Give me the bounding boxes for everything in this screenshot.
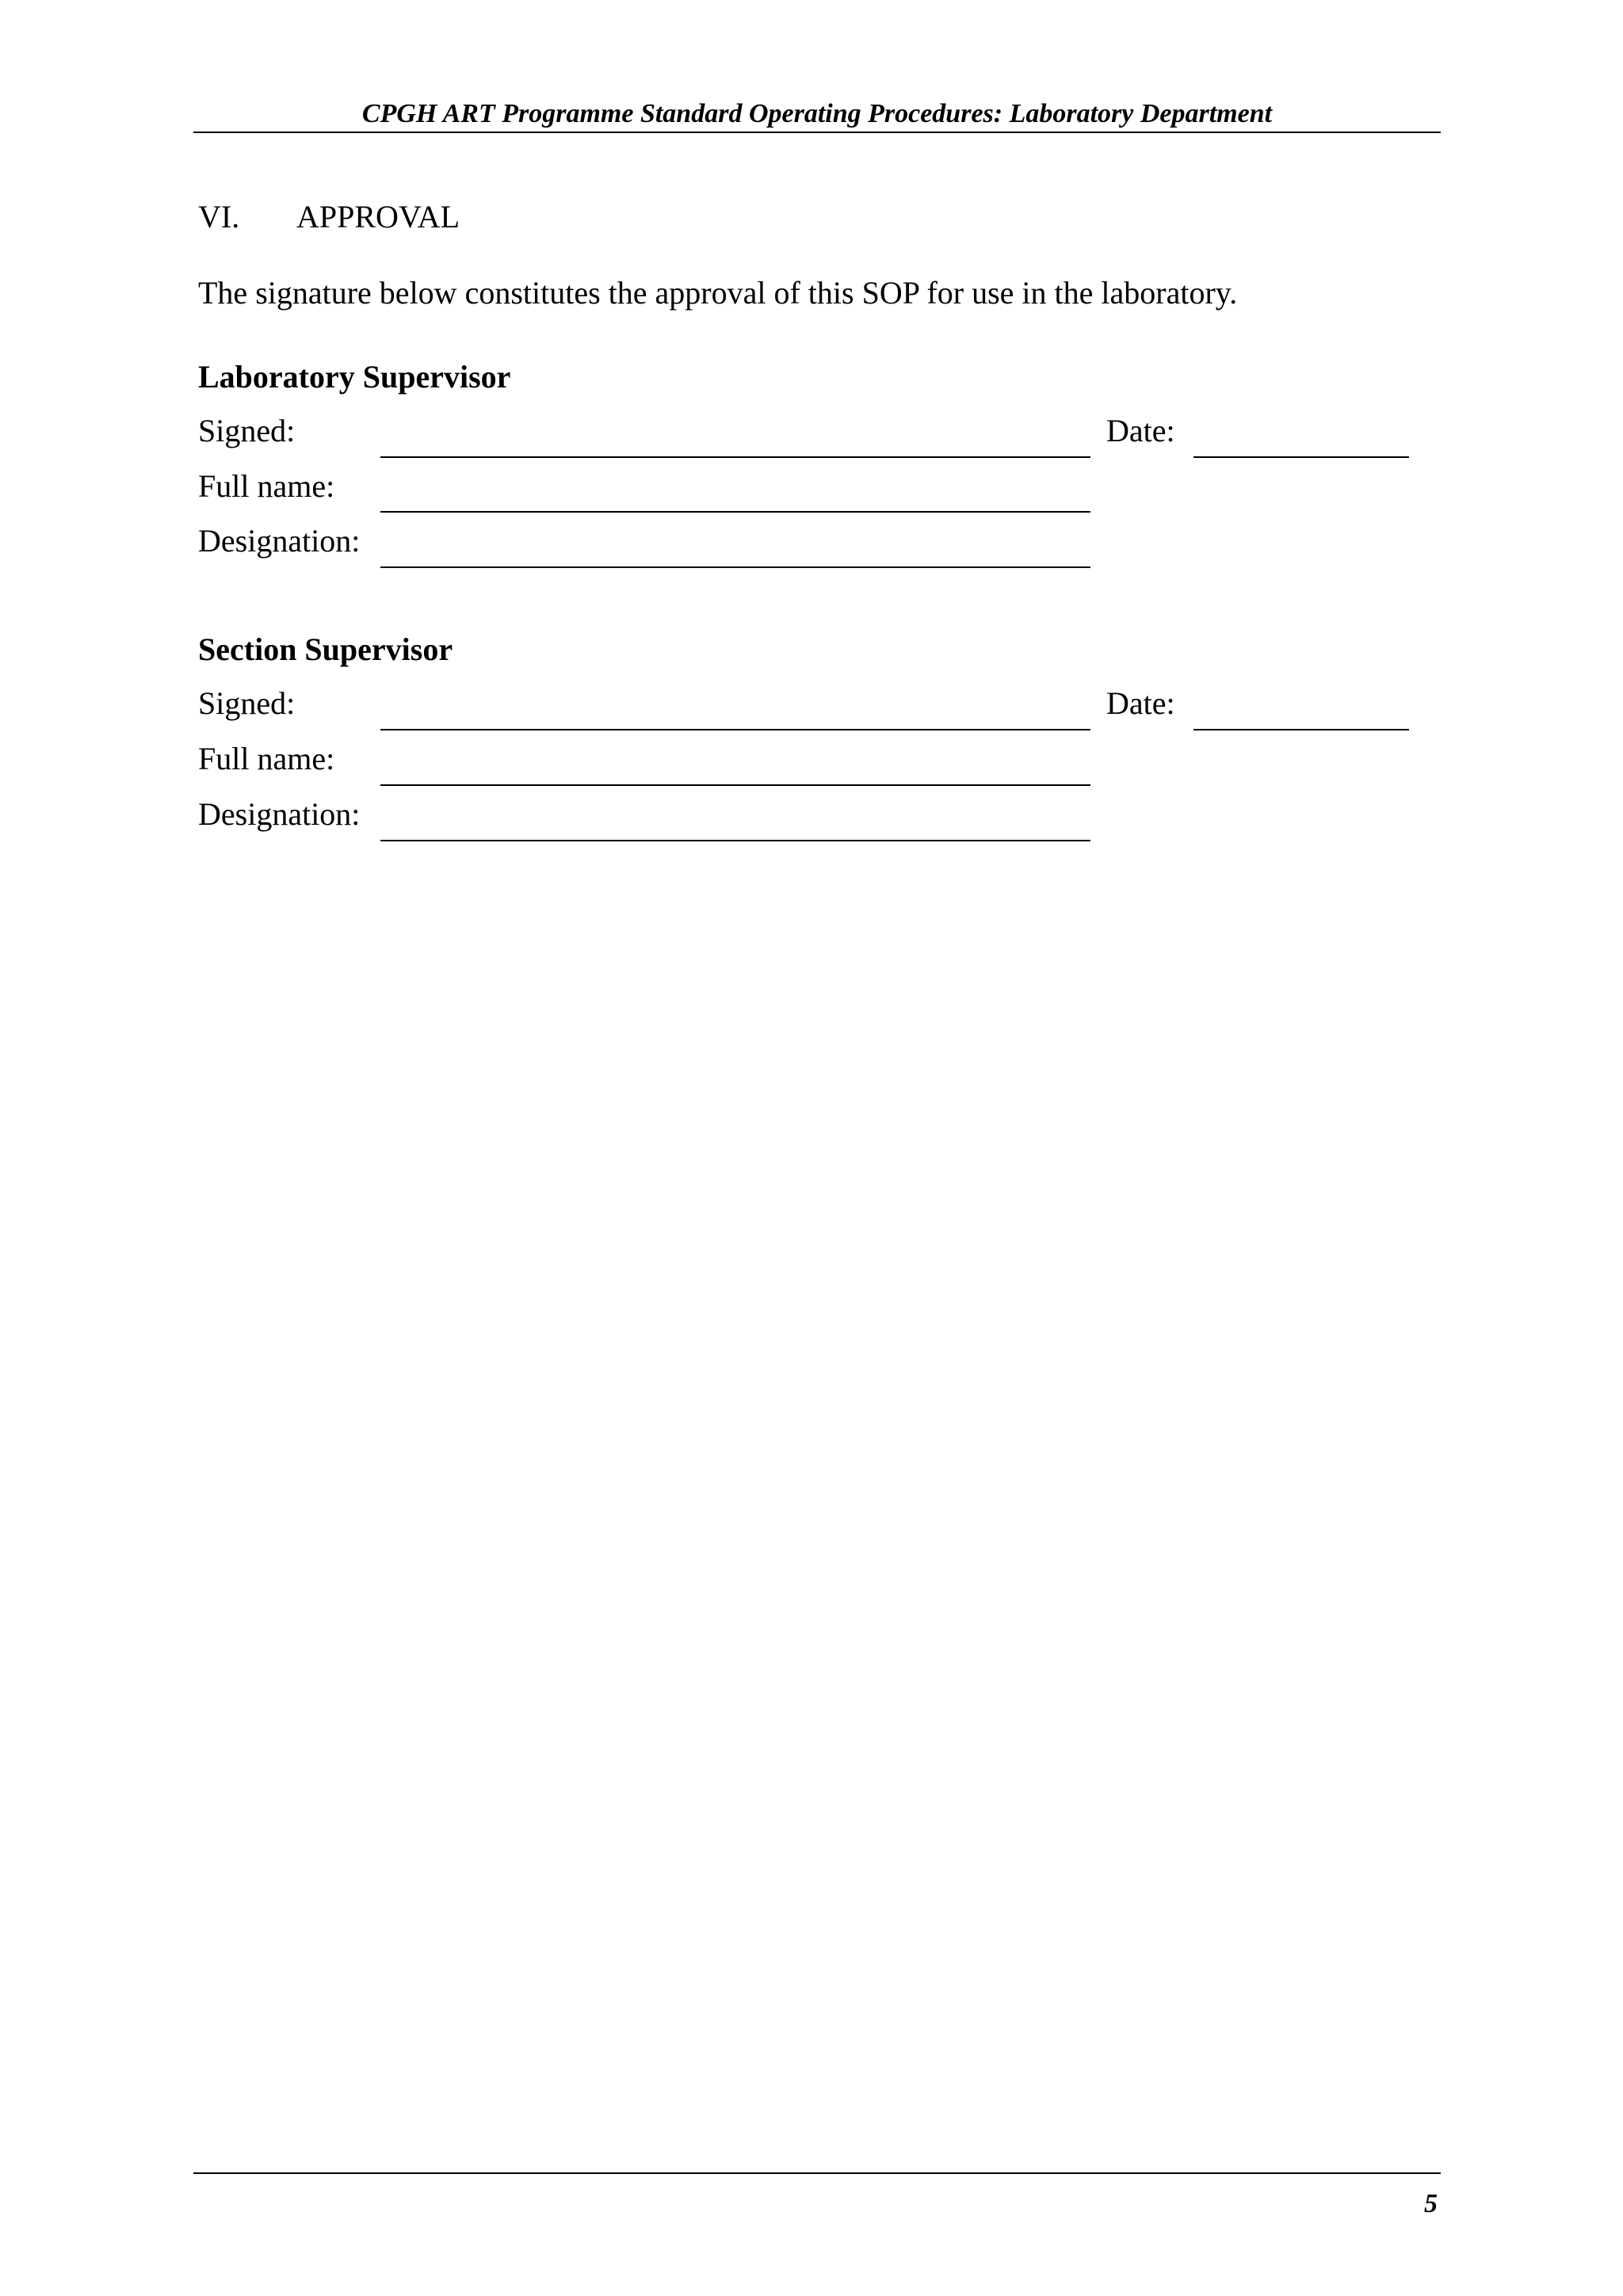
designation-line[interactable] (380, 840, 1090, 841)
running-header: CPGH ART Programme Standard Operating Procedures: Laboratory Department (361, 99, 1273, 128)
signed-line[interactable] (380, 456, 1090, 458)
date-line[interactable] (1193, 729, 1409, 730)
header-rule (193, 132, 1441, 133)
full-name-line[interactable] (380, 784, 1090, 786)
group-title-laboratory-supervisor: Laboratory Supervisor (198, 359, 511, 395)
full-name-label: Full name: (198, 741, 335, 776)
page-number: 5 (1424, 2189, 1438, 2218)
section-title: APPROVAL (296, 199, 460, 235)
date-label: Date: (1106, 685, 1175, 721)
full-name-label: Full name: (198, 468, 335, 504)
section-number: VI. (198, 199, 240, 235)
full-name-line[interactable] (380, 511, 1090, 513)
group-title-section-supervisor: Section Supervisor (198, 631, 453, 667)
date-label: Date: (1106, 413, 1175, 448)
signed-label: Signed: (198, 685, 296, 721)
date-line[interactable] (1193, 456, 1409, 458)
designation-label: Designation: (198, 796, 361, 832)
intro-paragraph: The signature below constitutes the approval of this SOP for use in the laboratory. (198, 275, 1238, 311)
designation-label: Designation: (198, 523, 361, 559)
footer-rule (193, 2172, 1441, 2174)
section-heading (198, 196, 460, 238)
signed-line[interactable] (380, 729, 1090, 730)
designation-line[interactable] (380, 566, 1090, 568)
signed-label: Signed: (198, 413, 296, 448)
